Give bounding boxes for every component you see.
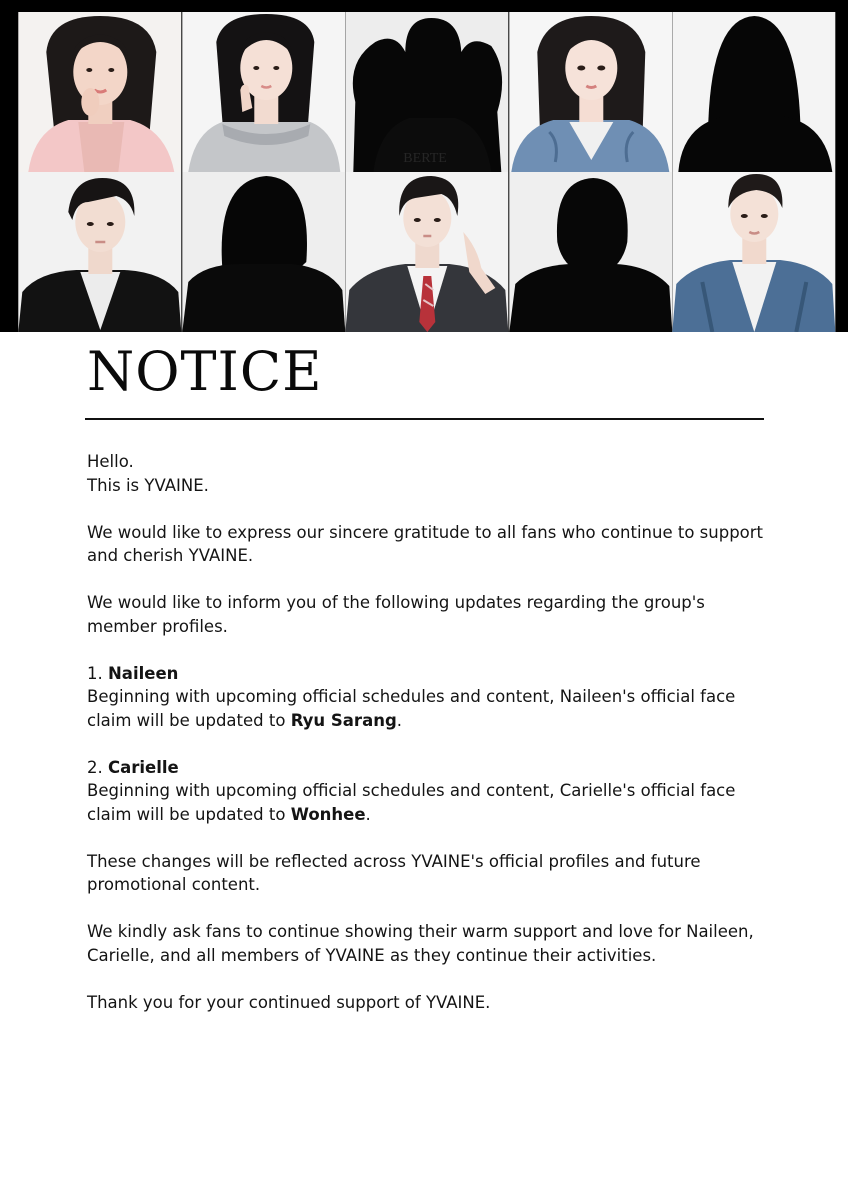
portrait-school-uniform-image [345,172,509,332]
member-photo-5 [672,12,836,172]
member-photo-7 [182,172,346,332]
member-photo-4 [509,12,673,172]
title-divider [85,418,764,420]
reflected-paragraph: These changes will be reflected across YVAINE's official profiles and future promotional content. [87,851,701,894]
greeting-block [87,450,767,497]
notice-body [87,450,767,1038]
item-1-text: Beginning with upcoming official schedules and content, Naileen's official face claim will be updated to [87,687,736,730]
member-photo-10 [672,172,836,332]
update-item-1 [87,662,767,733]
svg-text:BERTE: BERTE [403,151,447,166]
item-1-member-name: Naileen [108,663,179,683]
item-2-period: . [365,804,371,824]
portrait-pink-top-image [18,12,182,172]
gratitude-paragraph: We would like to express our sincere gratitude to all fans who continue to support and cherish YVAINE. [87,522,764,565]
silhouette-long-hair-image [672,12,836,172]
member-photo-1 [18,12,182,172]
member-photo-8 [345,172,509,332]
member-photo-banner [0,0,848,332]
item-1-period: . [396,710,403,730]
closing-paragraph: Thank you for your continued support of YVAINE. [87,992,491,1012]
silhouette-twin-tails-image [345,12,509,172]
portrait-black-suit-image [18,172,182,332]
member-photo-2 [182,12,346,172]
silhouette-short-hair-image [509,172,673,332]
greeting: Hello. [87,452,134,471]
inform-paragraph: We would like to inform you of the following updates regarding the group's member profiles. [87,593,705,636]
portrait-denim-jacket-male-image [672,172,836,332]
item-2-number: 2. [87,757,103,777]
item-2-member-name: Carielle [108,757,179,777]
member-photo-grid [18,12,836,332]
update-item-2 [87,756,767,827]
portrait-grey-offshoulder-image [182,12,346,172]
request-paragraph: We kindly ask fans to continue showing their warm support and love for Naileen, Carielle, and all members of YVAINE as they continue their activities. [87,922,754,965]
silhouette-hood-image [182,172,346,332]
member-photo-9 [509,172,673,332]
item-1-new-face-claim: Ryu Sarang [290,710,397,730]
item-2-text: Beginning with upcoming official schedules and content, Carielle's official face claim will be updated to [87,781,736,824]
notice-title: NOTICE [87,340,323,403]
item-1-number: 1. [87,663,103,683]
item-2-new-face-claim: Wonhee [290,804,366,824]
portrait-denim-jacket-image [509,12,673,172]
member-photo-3 [345,12,509,172]
intro: This is YVAINE. [87,475,209,495]
member-photo-6 [18,172,182,332]
